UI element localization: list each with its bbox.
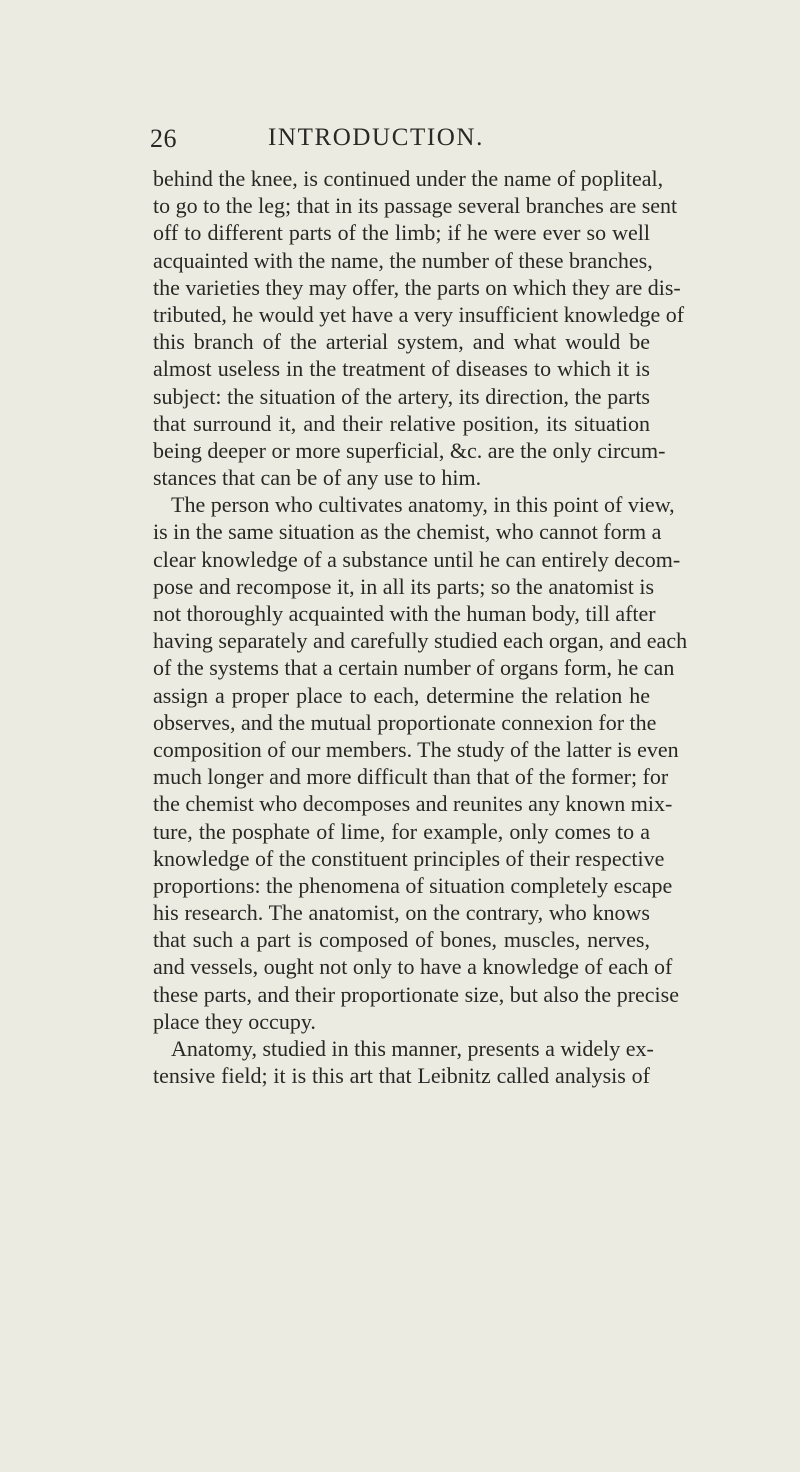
text-line-22: composition of our members. The study of the latter is even — [153, 736, 679, 762]
text-line-8: almost useless in the treatment of diseases to which it is — [153, 356, 650, 382]
text-line-31: these parts, and their proportionate size, but also the precise — [153, 981, 679, 1007]
text-line-10: that surround it, and their relative position, its situation — [153, 410, 650, 436]
text-line-19: of the systems that a certain number of organs form, he can — [153, 655, 675, 681]
text-line-11: being deeper or more superficial, &c. are the only circum- — [153, 437, 666, 463]
text-line-26: knowledge of the constituent principles of their respective — [153, 845, 665, 871]
text-line-24: the chemist who decomposes and reunites any known mix- — [153, 791, 673, 817]
text-line-25: ture, the posphate of lime, for example, only comes to a — [153, 818, 650, 844]
text-line-7: this branch of the arterial system, and what would be — [153, 329, 650, 355]
running-head — [150, 124, 660, 158]
text-line-32: place they occupy. — [153, 1008, 316, 1034]
text-line-21: observes, and the mutual proportionate connexion for the — [153, 709, 657, 735]
text-line-14: is in the same situation as the chemist, who cannot form a — [153, 519, 662, 545]
text-line-16: pose and recompose it, in all its parts; so the anatomist is — [153, 573, 655, 599]
text-line-12: stances that can be of any use to him. — [153, 465, 482, 491]
text-line-9: subject: the situation of the artery, its direction, the parts — [153, 383, 650, 409]
running-title: INTRODUCTION. — [268, 124, 484, 151]
text-line-4: acquainted with the name, the number of these branches, — [153, 247, 653, 273]
body-text — [153, 165, 688, 1089]
text-line-15: clear knowledge of a substance until he can entirely decom- — [153, 546, 681, 572]
text-line-18: having separately and carefully studied each organ, and each — [153, 628, 688, 654]
text-line-30: and vessels, ought not only to have a knowledge of each of — [153, 954, 673, 980]
text-line-23: much longer and more difficult than that of the former; for — [153, 764, 669, 790]
text-line-17: not thoroughly acquainted with the human body, till after — [153, 601, 656, 626]
text-line-5: the varieties they may offer, the parts on which they are dis- — [153, 274, 681, 300]
text-line-2: to go to the leg; that in its passage several branches are sent — [153, 193, 678, 219]
text-line-28: his research. The anatomist, on the contrary, who knows — [153, 900, 650, 926]
text-line-3: off to different parts of the limb; if he were ever so well — [153, 220, 650, 246]
page-number: 26 — [150, 124, 177, 153]
text-line-29: that such a part is composed of bones, muscles, nerves, — [153, 927, 650, 953]
text-line-1: behind the knee, is continued under the name of popliteal, — [153, 166, 664, 191]
text-line-27: proportions: the phenomena of situation completely escape — [153, 872, 673, 898]
text-line-20: assign a proper place to each, determine the relation he — [153, 682, 650, 708]
text-line-13: The person who cultivates anatomy, in this point of view, — [171, 492, 675, 518]
text-line-33: Anatomy, studied in this manner, presents a widely ex- — [171, 1036, 654, 1061]
text-line-34: tensive field; it is this art that Leibnitz called analysis of — [153, 1063, 650, 1089]
text-line-6: tributed, he would yet have a very insufficient knowledge of — [153, 301, 685, 327]
